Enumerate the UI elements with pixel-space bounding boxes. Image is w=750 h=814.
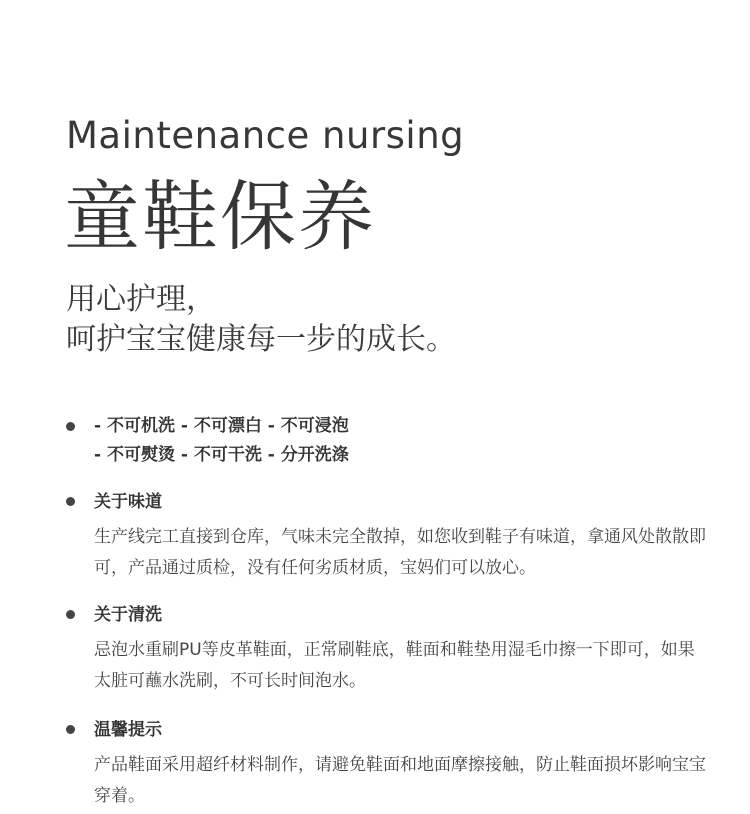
bullet-dot-icon xyxy=(66,610,75,619)
intro-text xyxy=(66,280,456,360)
english-title: Maintenance nursing xyxy=(66,114,465,157)
intro-line-1: 用心护理， xyxy=(66,282,216,317)
section-text: 生产线完工直接到仓库，气味未完全散掉，如您收到鞋子有味道，拿通风处散散即可，产品通过质检，没有任何劣质材质，宝妈们可以放心。 xyxy=(94,527,706,578)
section-smell xyxy=(66,488,706,584)
section-text: 产品鞋面采用超纤材料制作，请避免鞋面和地面摩擦接触，防止鞋面损坏影响宝宝穿着。 xyxy=(94,755,706,806)
care-symbols-section xyxy=(66,412,706,470)
section-title: 温馨提示 xyxy=(94,720,162,740)
section-title: 关于清洗 xyxy=(94,605,162,625)
section-cleaning xyxy=(66,601,706,697)
care-line-2: - 不可熨烫 - 不可干洗 - 分开洗涤 xyxy=(94,445,349,465)
chinese-title: 童鞋保养 xyxy=(64,172,376,261)
section-text: 忌泡水重刷PU等皮革鞋面，正常刷鞋底，鞋面和鞋垫用湿毛巾擦一下即可，如果太脏可蘸水洗刷，不可长时间泡水。 xyxy=(94,640,695,691)
bullet-dot-icon xyxy=(66,725,75,734)
intro-line-2: 呵护宝宝健康每一步的成长。 xyxy=(66,322,456,357)
bullet-dot-icon xyxy=(66,422,75,431)
care-line-1: - 不可机洗 - 不可漂白 - 不可浸泡 xyxy=(94,416,349,436)
section-title: 关于味道 xyxy=(94,492,162,512)
bullet-dot-icon xyxy=(66,497,75,506)
section-tips xyxy=(66,716,706,812)
